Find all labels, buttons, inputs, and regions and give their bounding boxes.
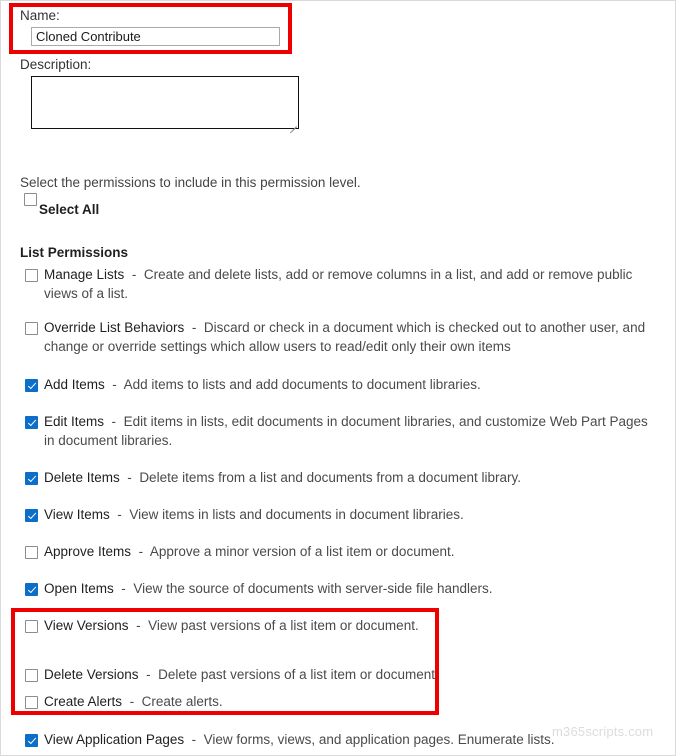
permission-separator: - <box>112 377 117 392</box>
permission-separator: - <box>129 694 135 709</box>
permission-checkbox[interactable] <box>25 696 38 709</box>
permission-separator: - <box>117 507 122 522</box>
permission-description: Create and delete lists, add or remove columns in a list, and add or remove public views of a list. <box>44 267 633 301</box>
permission-separator: - <box>136 618 141 633</box>
description-label: Description: <box>20 57 92 72</box>
permission-separator: - <box>111 414 117 429</box>
permission-description: Add items to lists and add documents to document libraries. <box>123 377 481 392</box>
permission-text <box>44 319 660 356</box>
permission-description: View forms, views, and application pages. Enumerate lists. <box>203 732 555 747</box>
permission-title: Add Items <box>44 377 105 392</box>
permission-title: Override List Behaviors <box>44 320 185 335</box>
permission-description: Approve a minor version of a list item or document. <box>149 544 455 559</box>
name-input[interactable] <box>31 27 280 46</box>
permission-row[interactable] <box>20 413 660 450</box>
permission-separator: - <box>191 320 197 335</box>
permission-title: View Application Pages <box>44 732 185 747</box>
permission-description: View past versions of a list item or document. <box>148 618 419 633</box>
permission-title: View Items <box>44 507 110 522</box>
permission-text <box>44 266 660 303</box>
permission-title: Delete Versions <box>44 667 139 682</box>
watermark: m365scripts.com <box>552 724 654 739</box>
permission-row[interactable] <box>20 266 660 303</box>
permission-text <box>44 693 660 712</box>
permission-row[interactable] <box>20 580 660 599</box>
instruction-text: Select the permissions to include in this permission level. <box>20 175 361 190</box>
permission-text <box>44 580 660 599</box>
permission-checkbox[interactable] <box>25 509 38 522</box>
permission-description: Edit items in lists, edit documents in document libraries, and customize Web Part Pages in document libraries. <box>44 414 648 448</box>
permission-separator: - <box>121 581 126 596</box>
permission-title: Edit Items <box>44 414 105 429</box>
section-header-list-permissions: List Permissions <box>20 245 129 260</box>
permission-separator: - <box>138 544 144 559</box>
permission-text <box>44 543 660 562</box>
permission-description: Delete past versions of a list item or document. <box>158 667 439 682</box>
permission-checkbox[interactable] <box>25 379 38 392</box>
permission-description: Delete items from a list and documents from a document library. <box>139 470 521 485</box>
permission-row[interactable] <box>20 319 660 356</box>
permission-text <box>44 666 660 685</box>
permission-title: Approve Items <box>44 544 132 559</box>
permission-description: Discard or check in a document which is checked out to another user, and change or override settings which allow users to read/edit only their own items <box>44 320 646 354</box>
permission-row[interactable] <box>20 666 660 685</box>
permission-title: Manage Lists <box>44 267 125 282</box>
permission-description: View the source of documents with server-side file handlers. <box>133 581 493 596</box>
permission-checkbox[interactable] <box>25 734 38 747</box>
permission-checkbox[interactable] <box>25 416 38 429</box>
description-textarea[interactable] <box>31 76 299 129</box>
permission-checkbox[interactable] <box>25 472 38 485</box>
permission-title: Open Items <box>44 581 114 596</box>
permission-separator: - <box>131 267 137 282</box>
permission-text <box>44 506 660 525</box>
permission-title: Create Alerts <box>44 694 123 709</box>
select-all-checkbox[interactable] <box>24 193 37 206</box>
permission-title: View Versions <box>44 618 129 633</box>
permission-checkbox[interactable] <box>25 269 38 282</box>
name-label: Name: <box>20 8 60 23</box>
permission-checkbox[interactable] <box>25 546 38 559</box>
permission-separator: - <box>127 470 132 485</box>
permission-separator: - <box>146 667 151 682</box>
permission-row[interactable] <box>20 376 660 395</box>
permission-row[interactable] <box>20 469 660 488</box>
permission-text <box>44 376 660 395</box>
permission-row[interactable] <box>20 543 660 562</box>
permission-text <box>44 469 660 488</box>
permission-checkbox[interactable] <box>25 322 38 335</box>
permission-checkbox[interactable] <box>25 669 38 682</box>
permission-text <box>44 413 660 450</box>
permission-separator: - <box>191 732 197 747</box>
permission-text <box>44 617 660 636</box>
permission-description: Create alerts. <box>141 694 223 709</box>
permission-checkbox[interactable] <box>25 620 38 633</box>
select-all-label: Select All <box>39 202 100 217</box>
permission-description: View items in lists and documents in document libraries. <box>129 507 464 522</box>
permission-row[interactable] <box>20 617 660 636</box>
permission-checkbox[interactable] <box>25 583 38 596</box>
permission-row[interactable] <box>20 693 660 712</box>
permission-title: Delete Items <box>44 470 120 485</box>
permission-row[interactable] <box>20 506 660 525</box>
